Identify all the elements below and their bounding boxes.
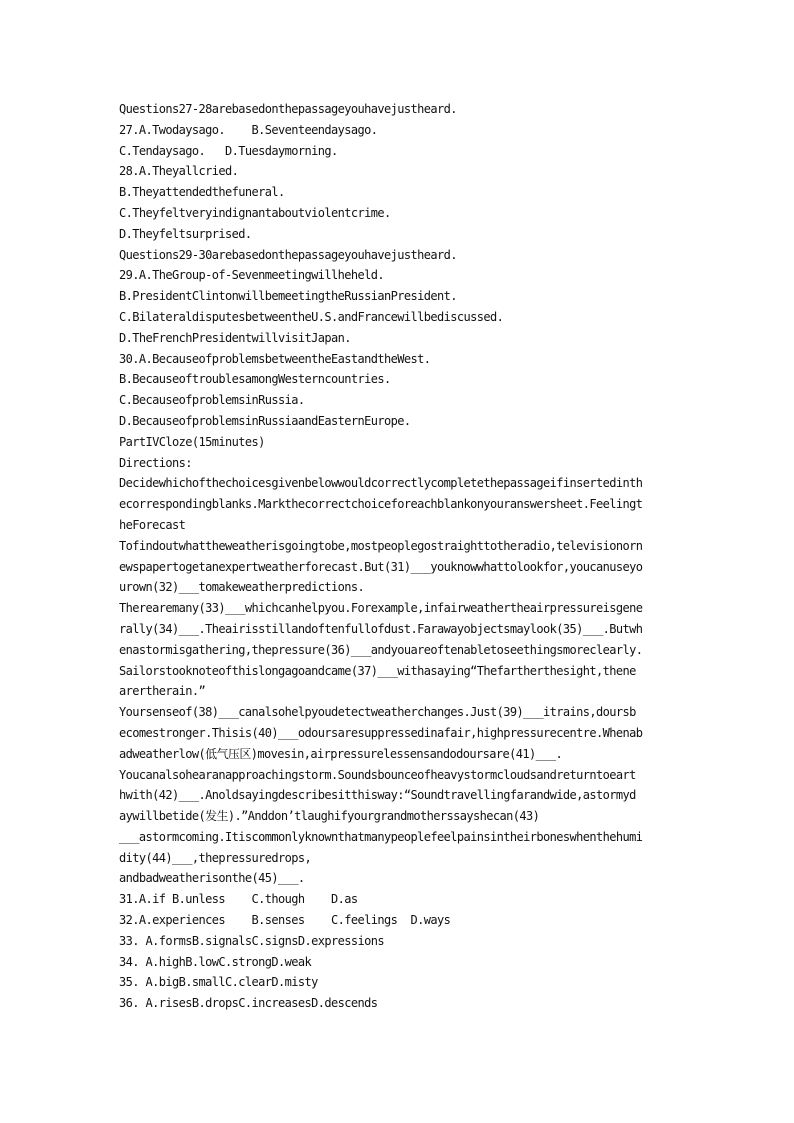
passage-line: Youcanalsohearanapproachingstorm.Soundsbounceofheavystormcloudsandreturntoeart xyxy=(119,767,636,782)
passage-line: ecomestronger.Thisis(40)___odoursaresuppressedinafair,highpressurecentre.Whenab xyxy=(119,725,643,740)
document-page xyxy=(119,99,679,1014)
question-29-option-a: 29.A.TheGroup-of-Sevenmeetingwillheheld. xyxy=(119,268,384,283)
question-28-option-b: B.Theyattendedthefuneral. xyxy=(119,185,285,200)
question-28-option-c: C.Theyfeltveryindignantaboutviolentcrime. xyxy=(119,205,391,220)
question-29-option-b: B.PresidentClintonwillbemeetingtheRussianPresident. xyxy=(119,289,457,304)
question-28-option-a: 28.A.Theyallcried. xyxy=(119,164,239,179)
passage-line: enastormisgathering,thepressure(36)___andyouareoftenabletoseethingsmoreclearly. xyxy=(119,642,643,657)
passage-line: adweatherlow(低气压区)movesin,airpressurelessensandodoursare(41)___. xyxy=(119,746,563,761)
passage-line: Sailorstooknoteofthislongagoandcame(37)___withasaying“Thefartherthesight,thene xyxy=(119,663,636,678)
passage-line: Therearemany(33)___whichcanhelpyou.Forexample,infairweathertheairpressureisgene xyxy=(119,601,643,616)
passage-line: hwith(42)___.Anoldsayingdescribesitthisway:“Soundtravellingfarandwide,astormyd xyxy=(119,788,636,803)
passage-line: arertherain.” xyxy=(119,684,206,699)
passage-line: ___astormcoming.Itiscommonlyknownthatmanypeoplefeelpainsintheirboneswhenthehumi xyxy=(119,829,643,844)
question-30-option-c: C.BecauseofproblemsinRussia. xyxy=(119,393,305,408)
passage-line: rally(34)___.Theairisstillandoftenfullofdust.Farawayobjectsmaylook(35)___.Butwh xyxy=(119,621,643,636)
question-30-option-a: 30.A.BecauseofproblemsbetweentheEastandtheWest. xyxy=(119,351,431,366)
directions-text-line: Decidewhichofthechoicesgivenbelowwouldcorrectlycompletethepassageifinsertedinth xyxy=(119,476,643,491)
section-heading-q27-28: Questions27-28arebasedonthepassageyouhavejustheard. xyxy=(119,102,457,116)
part-iv-heading: PartIVCloze(15minutes) xyxy=(119,434,265,449)
section-heading-q29-30: Questions29-30arebasedonthepassageyouhavejustheard. xyxy=(119,247,457,262)
answer-options-31: 31.A.if B.unless C.though D.as xyxy=(119,892,358,907)
answer-options-34: 34. A.highB.lowC.strongD.weak xyxy=(119,954,312,969)
passage-line: ewspapertogetanexpertweatherforecast.But(31)___youknowwhattolookfor,youcanuseyo xyxy=(119,559,643,574)
answer-options-35: 35. A.bigB.smallC.clearD.misty xyxy=(119,975,318,990)
passage-line: aywillbetide(发生).”Anddon’tlaughifyourgrandmotherssayshecan(43) xyxy=(119,809,540,824)
question-28-option-d: D.Theyfeltsurprised. xyxy=(119,226,252,241)
passage-title-line: heForecast xyxy=(119,517,186,532)
answer-options-32: 32.A.experiences B.senses C.feelings D.ways xyxy=(119,913,451,928)
question-29-option-d: D.TheFrenchPresidentwillvisitJapan. xyxy=(119,330,351,345)
passage-line: urown(32)___tomakeweatherpredictions. xyxy=(119,580,365,595)
answer-options-36: 36. A.risesB.dropsC.increasesD.descends xyxy=(119,996,378,1011)
question-30-option-d: D.BecauseofproblemsinRussiaandEasternEurope. xyxy=(119,413,411,428)
question-27-options-ab: 27.A.Twodaysago. B.Seventeendaysago. xyxy=(119,122,378,137)
question-29-option-c: C.BilateraldisputesbetweentheU.S.andFrancewillbediscussed. xyxy=(119,309,504,324)
passage-line: andbadweatherisonthe(45)___. xyxy=(119,871,305,886)
passage-line: Tofindoutwhattheweatherisgoingtobe,mostpeoplegostraighttotheradio,televisionorn xyxy=(119,538,643,553)
directions-text-line: ecorrespondingblanks.Markthecorrectchoiceforeachblankonyouranswersheet.Feelingt xyxy=(119,497,643,512)
directions-label: Directions: xyxy=(119,455,192,470)
question-27-options-cd: C.Tendaysago. D.Tuesdaymorning. xyxy=(119,143,338,158)
question-30-option-b: B.BecauseoftroublesamongWesterncountries. xyxy=(119,372,391,387)
passage-line: Yoursenseof(38)___canalsohelpyoudetectweatherchanges.Just(39)___itrains,doursb xyxy=(119,705,636,720)
answer-options-33: 33. A.formsB.signalsC.signsD.expressions xyxy=(119,933,384,948)
passage-line: dity(44)___,thepressuredrops, xyxy=(119,850,312,865)
